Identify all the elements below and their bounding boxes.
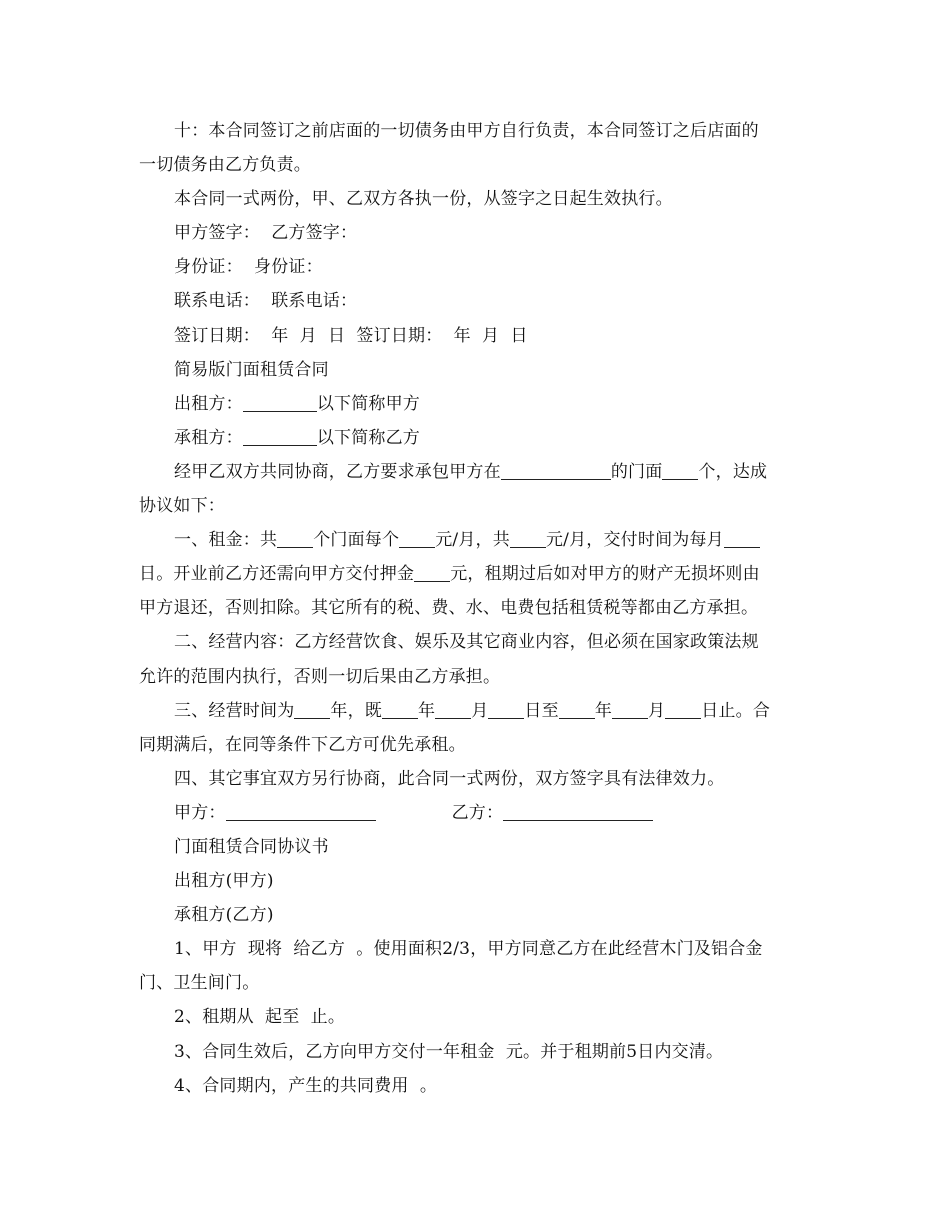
sign-date-line: 签订日期： 年 月 日 签订日期： 年 月 日 bbox=[174, 325, 528, 346]
blank-underline bbox=[488, 700, 524, 719]
phone-line: 联系电话： 联系电话： bbox=[174, 291, 358, 312]
clause-10-line-1: 十：本合同签订之前店面的一切债务由甲方自行负责，本合同签订之后店面的 bbox=[174, 121, 759, 141]
document-body bbox=[139, 114, 815, 1103]
blank-underline bbox=[503, 802, 653, 821]
blank-underline bbox=[294, 700, 330, 719]
lessee-party-b: 承租方(乙方) bbox=[174, 905, 274, 926]
rent-text-b: 个门面每个 bbox=[313, 530, 400, 551]
lessee-label: 承租方： bbox=[174, 427, 243, 448]
signature-line: 甲方签字： 乙方签字： bbox=[174, 223, 358, 244]
term-text-d: 月 bbox=[471, 700, 489, 721]
term-text-g: 月 bbox=[648, 700, 666, 721]
lessor-line bbox=[139, 387, 815, 421]
item-3: 3、合同生效后，乙方向甲方交付一年租金 元。并于租期前5日内交清。 bbox=[174, 1041, 724, 1062]
term-text-e: 日至 bbox=[524, 700, 559, 721]
intro-text-a: 经甲乙双方共同协商，乙方要求承包甲方在 bbox=[174, 461, 501, 482]
blank-underline bbox=[662, 461, 698, 480]
blank-underline bbox=[399, 529, 435, 548]
rent-line-2 bbox=[139, 557, 815, 591]
rent-text-d: 元/月，交付时间为每月 bbox=[545, 530, 724, 551]
rent-line-3: 甲方退还，否则扣除。其它所有的税、费、水、电费包括租赁税等都由乙方承担。 bbox=[139, 598, 759, 619]
term-text-c: 年 bbox=[418, 700, 436, 721]
business-line-2: 允许的范围内执行，否则一切后果由乙方承担。 bbox=[139, 666, 501, 687]
blank-underline bbox=[665, 700, 701, 719]
intro-line-1 bbox=[139, 455, 815, 489]
intro-text-b: 的门面 bbox=[610, 461, 663, 482]
intro-line-2: 协议如下： bbox=[139, 496, 225, 517]
term-text-h: 日止。合 bbox=[701, 700, 771, 721]
blank-underline bbox=[435, 700, 471, 719]
rent-line-1 bbox=[139, 523, 815, 557]
item-1-line-2: 门、卫生间门。 bbox=[139, 973, 260, 994]
term-text-a: 三、经营时间为 bbox=[174, 700, 295, 721]
blank-underline bbox=[724, 529, 760, 548]
term-text-b: 年，既 bbox=[330, 700, 383, 721]
blank-underline bbox=[612, 700, 648, 719]
blank-underline bbox=[559, 700, 595, 719]
clause-10-line-2: 一切债务由乙方负责。 bbox=[139, 155, 311, 176]
item-4: 4、合同期内，产生的共同费用 。 bbox=[174, 1075, 438, 1096]
blank-underline bbox=[243, 393, 317, 412]
lessor-label: 出租方： bbox=[174, 393, 243, 414]
party-b-label: 乙方： bbox=[451, 802, 504, 823]
rent-text-c: 元/月，共 bbox=[435, 530, 510, 551]
rent2-text-b: 元，租期过后如对甲方的财产无损坏则由 bbox=[450, 564, 760, 585]
id-card-line: 身份证： 身份证： bbox=[174, 257, 323, 278]
blank-underline bbox=[226, 802, 376, 821]
intro-text-c: 个，达成 bbox=[698, 461, 768, 482]
lessee-line bbox=[139, 421, 815, 455]
term-line-2: 同期满后，在同等条件下乙方可优先承租。 bbox=[139, 734, 466, 755]
blank-underline bbox=[501, 461, 611, 480]
other-matters-line: 四、其它事宜双方另行协商，此合同一式两份，双方签字具有法律效力。 bbox=[174, 768, 725, 789]
term-line-1 bbox=[139, 694, 815, 728]
item-2: 2、租期从 起至 止。 bbox=[174, 1007, 346, 1028]
business-line-1: 二、经营内容：乙方经营饮食、娱乐及其它商业内容，但必须在国家政策法规 bbox=[174, 632, 759, 653]
section-title-agreement: 门面租赁合同协议书 bbox=[174, 836, 329, 857]
party-signature-line bbox=[139, 796, 815, 830]
lessee-suffix: 以下简称乙方 bbox=[316, 427, 421, 448]
rent2-text-a: 日。开业前乙方还需向甲方交付押金 bbox=[139, 564, 415, 585]
blank-underline bbox=[382, 700, 418, 719]
term-text-f: 年 bbox=[594, 700, 613, 721]
blank-underline bbox=[277, 529, 313, 548]
blank-underline bbox=[414, 563, 450, 582]
copies-clause: 本合同一式两份，甲、乙双方各执一份，从签字之日起生效执行。 bbox=[174, 189, 673, 210]
lessor-suffix: 以下简称甲方 bbox=[316, 393, 421, 414]
section-title-simple-lease: 简易版门面租赁合同 bbox=[174, 359, 329, 380]
lessor-party-a: 出租方(甲方) bbox=[174, 871, 274, 892]
blank-underline bbox=[510, 529, 546, 548]
blank-underline bbox=[243, 427, 317, 446]
rent-text-a: 一、租金：共 bbox=[174, 530, 278, 551]
party-a-label: 甲方： bbox=[174, 802, 226, 823]
item-1-line-1: 1、甲方 现将 给乙方 。使用面积2/3，甲方同意乙方在此经营木门及铝合金 bbox=[174, 939, 763, 960]
